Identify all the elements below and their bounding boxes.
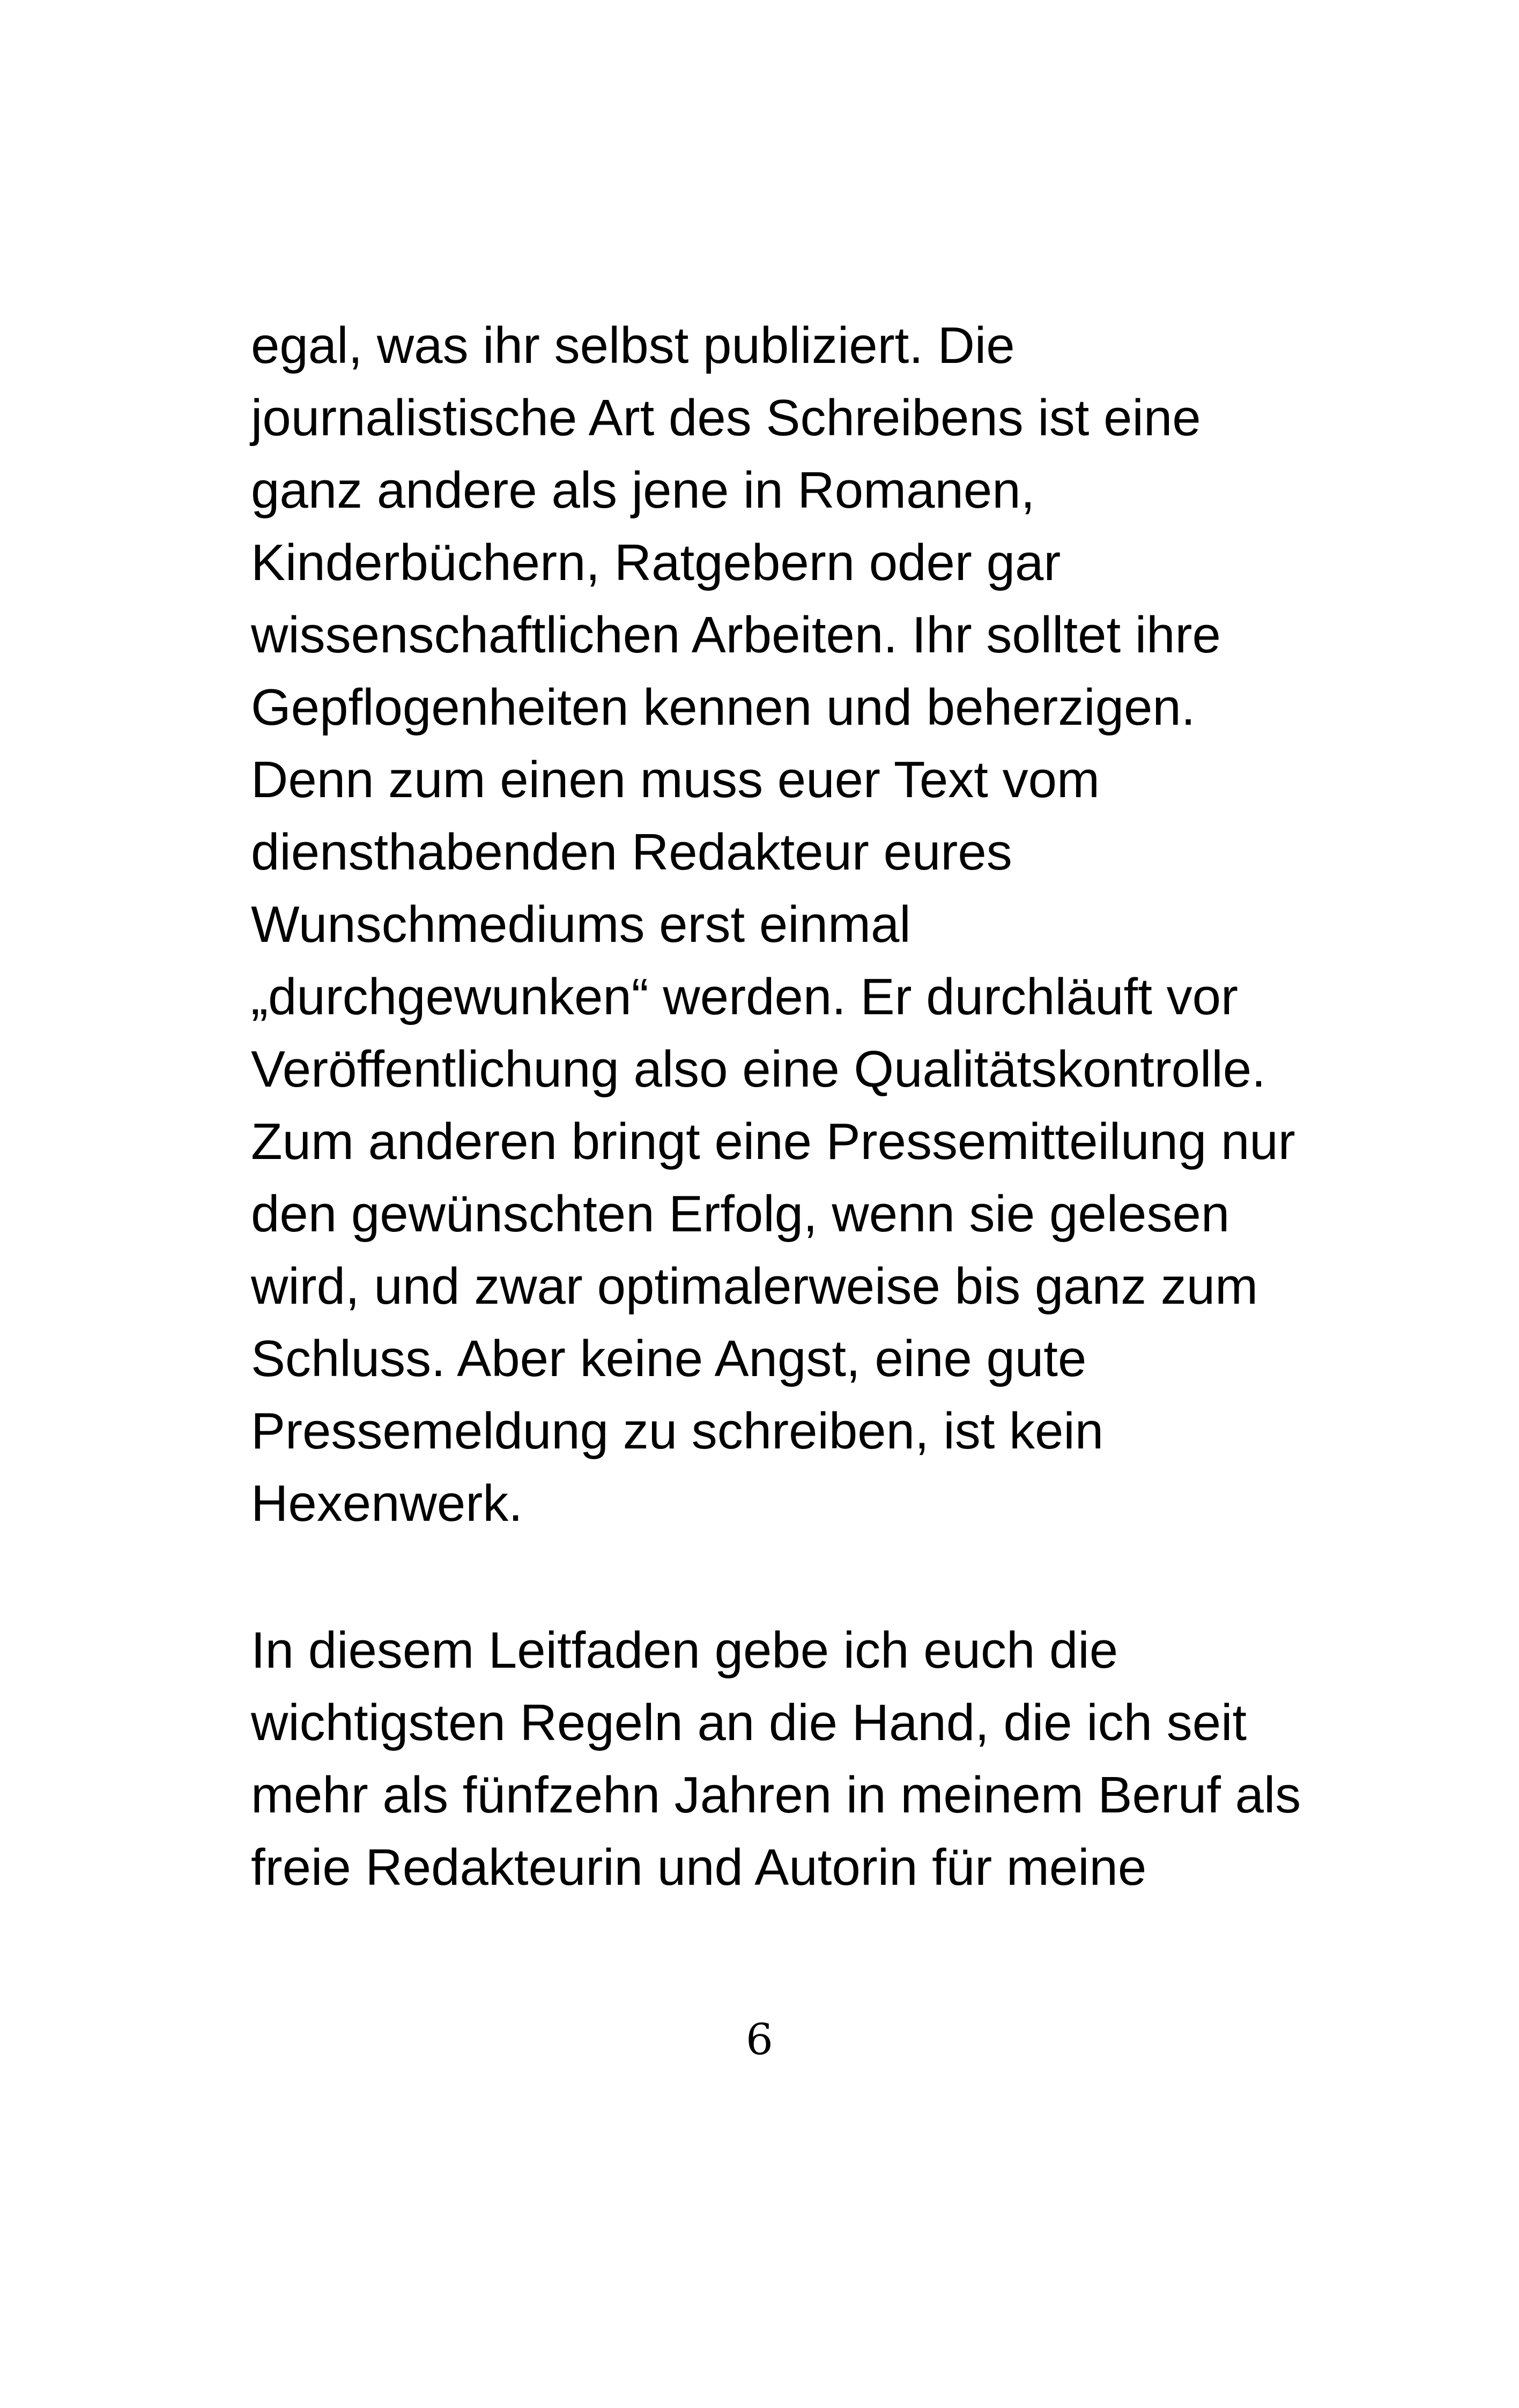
text-line: Schluss. Aber keine Angst, eine gute <box>251 1330 1087 1387</box>
text-line: Denn zum einen muss euer Text vom <box>251 751 1100 808</box>
text-line: Zum anderen bringt eine Pressemitteilung nur <box>251 1113 1295 1170</box>
text-line: journalistische Art des Schreibens ist eine <box>251 389 1201 447</box>
text-line: Veröffentlichung also eine Qualitätskontrolle. <box>251 1041 1266 1098</box>
text-line: Hexenwerk. <box>251 1475 523 1532</box>
text-line: Pressemeldung zu schreiben, ist kein <box>251 1402 1104 1460</box>
text-line: mehr als fünfzehn Jahren in meinem Beruf als <box>251 1766 1301 1824</box>
text-line: wird, und zwar optimalerweise bis ganz zum <box>251 1258 1258 1315</box>
text-line: wichtigsten Regeln an die Hand, die ich seit <box>251 1694 1247 1751</box>
text-line: Kinderbüchern, Ratgebern oder gar <box>251 534 1061 591</box>
text-line: „durchgewunken“ werden. Er durchläuft vor <box>251 968 1238 1025</box>
page-number: 6 <box>746 2015 773 2064</box>
text-line: In diesem Leitfaden gebe ich euch die <box>251 1622 1118 1679</box>
text-line: Gepflogenheiten kennen und beherzigen. <box>251 679 1196 736</box>
text-line: den gewünschten Erfolg, wenn sie gelesen <box>251 1185 1230 1243</box>
text-line: wissenschaftlichen Arbeiten. Ihr solltet ihre <box>251 606 1221 664</box>
text-line: Wunschmediums erst einmal <box>251 896 911 953</box>
text-line: ganz andere als jene in Romanen, <box>251 462 1035 519</box>
paragraph-2 <box>251 1614 1323 1904</box>
text-line: egal, was ihr selbst publiziert. Die <box>251 317 1015 374</box>
text-line: diensthabenden Redakteur eures <box>251 823 1012 881</box>
text-line: freie Redakteurin und Autorin für meine <box>251 1839 1147 1896</box>
paragraph-1 <box>251 309 1323 1540</box>
